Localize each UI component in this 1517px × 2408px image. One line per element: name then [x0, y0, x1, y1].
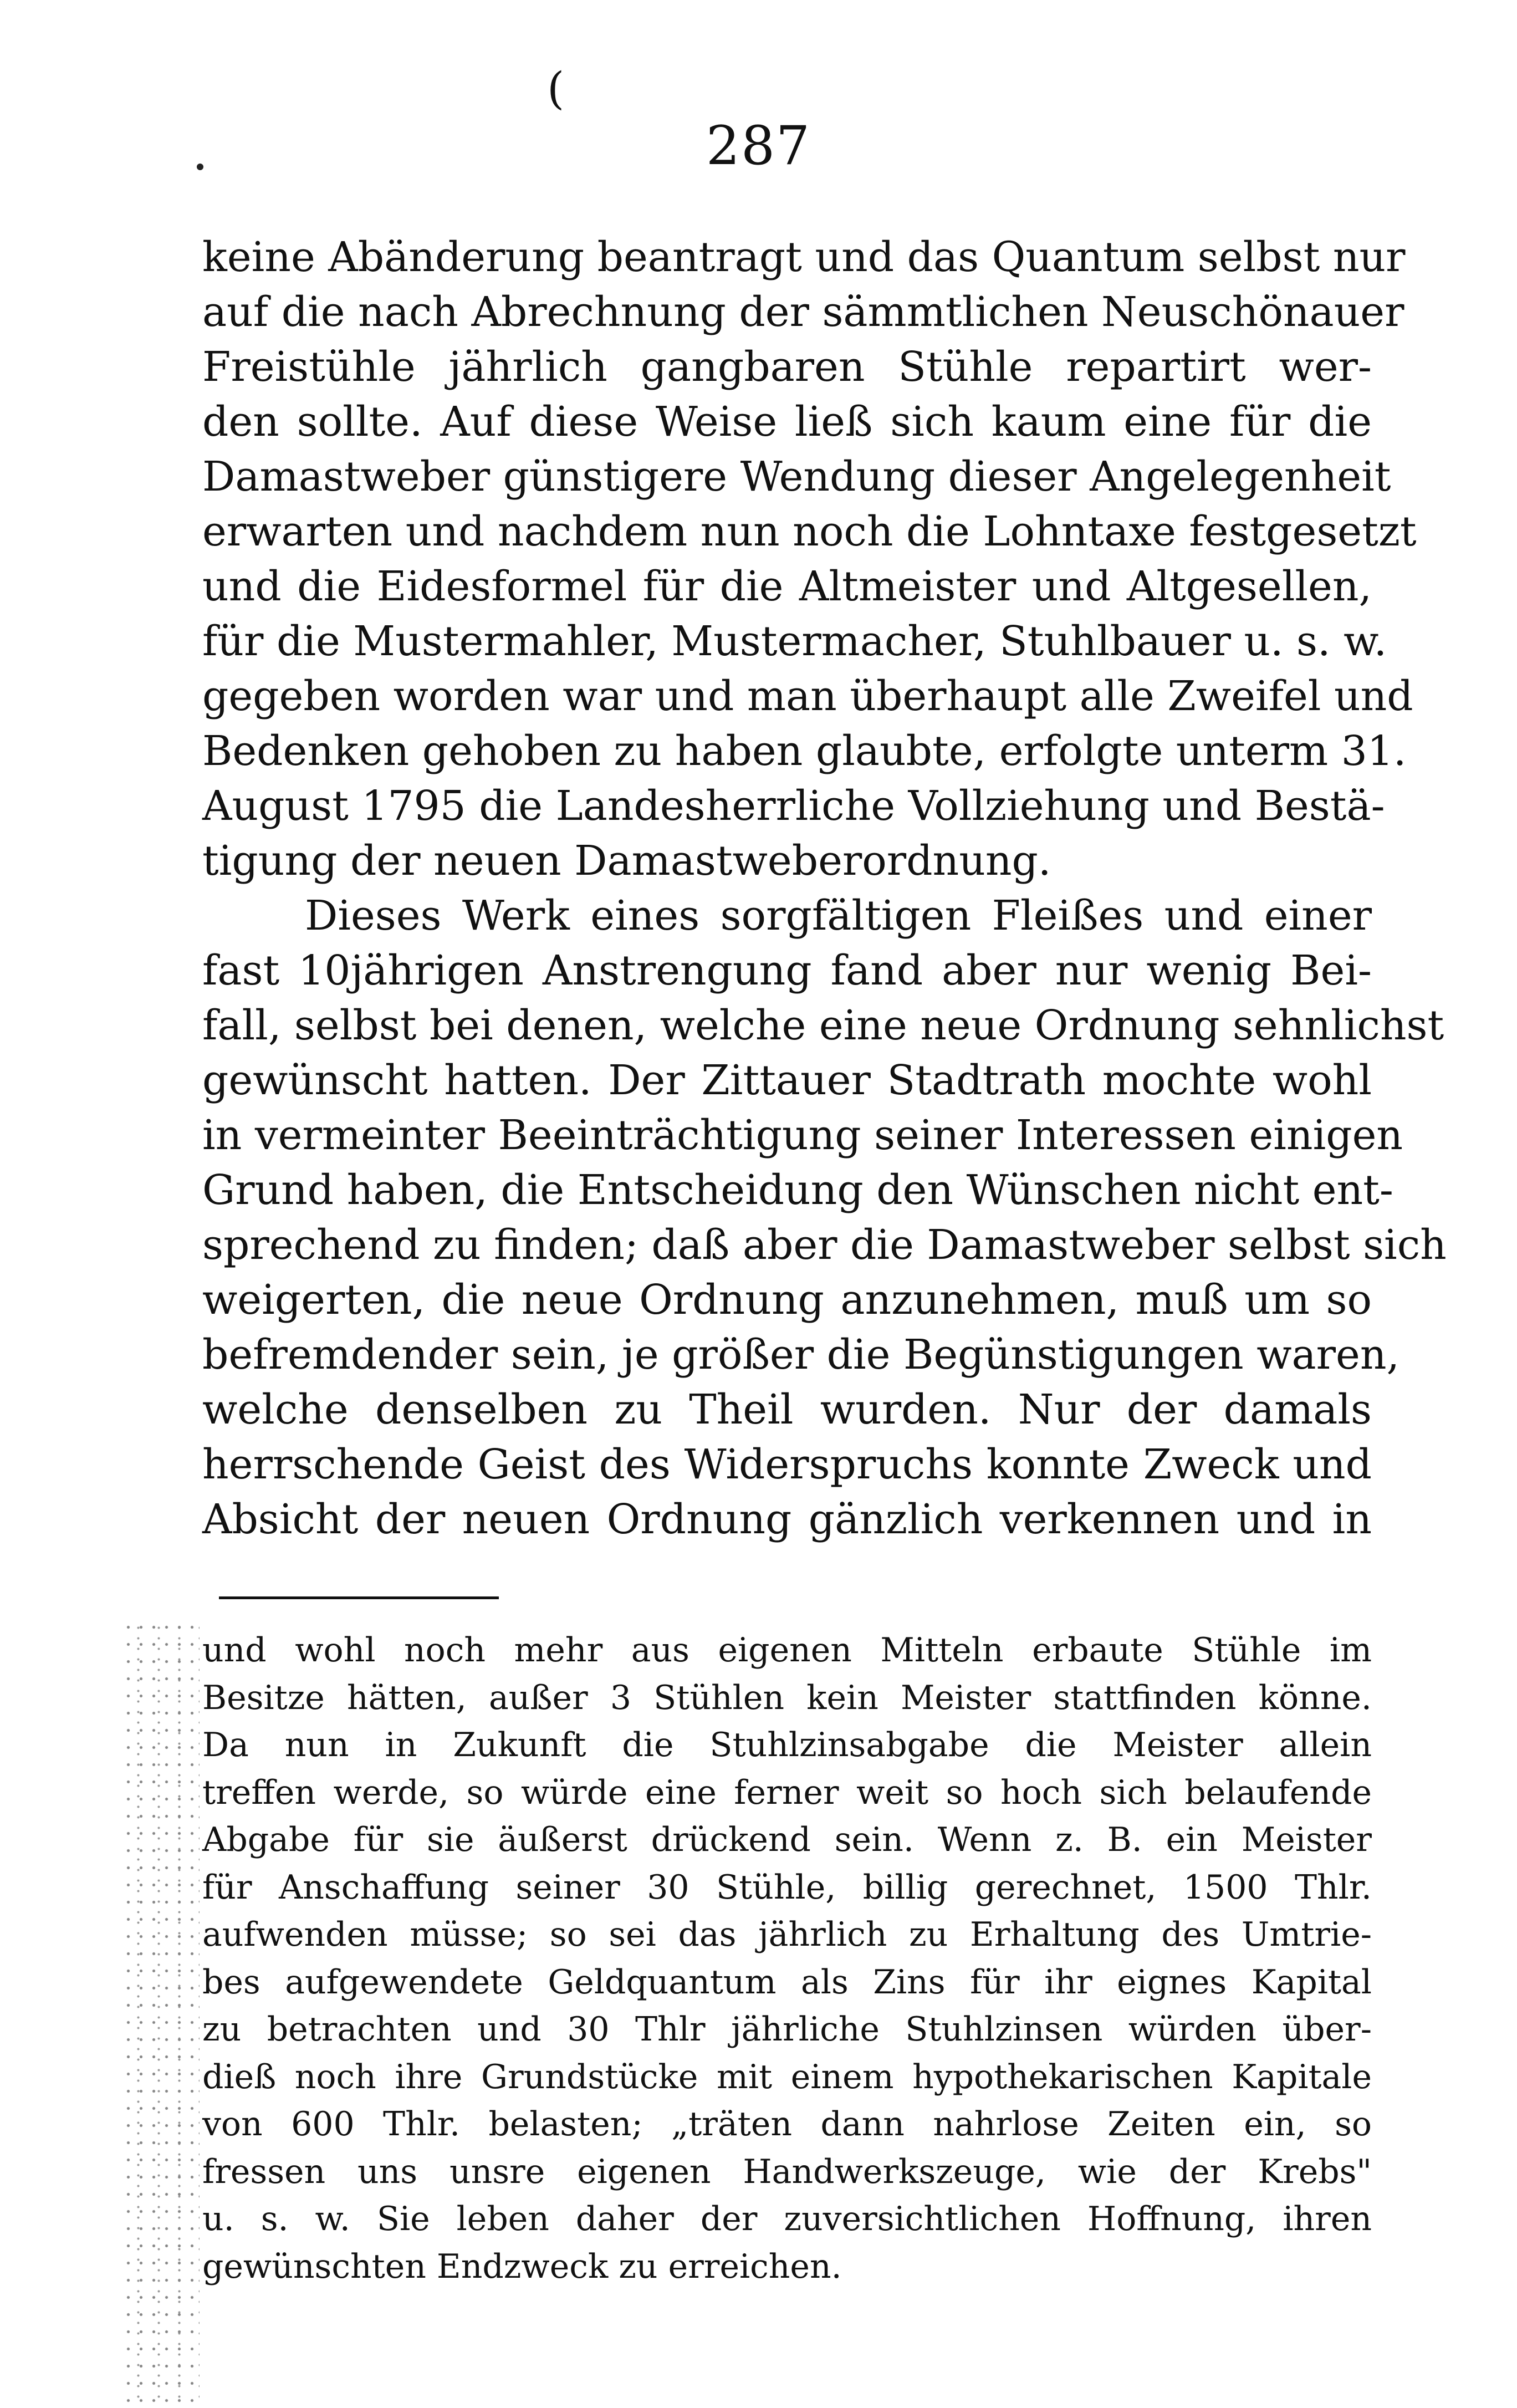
- scan-noise-margin: [122, 1619, 200, 2406]
- body-line: Damastweber günstigere Wendung dieser Angelegenheit: [202, 453, 1391, 501]
- body-line: herrschende Geist des Widerspruchs konnte Zweck und: [202, 1441, 1372, 1488]
- body-line: erwarten und nachdem nun noch die Lohntaxe festgesetzt: [202, 508, 1417, 555]
- footnote-line: u. s. w. Sie leben daher der zuversichtlichen Hoffnung, ihren: [202, 2200, 1372, 2238]
- footnote-line: für Anschaffung seiner 30 Stühle, billig gerechnet, 1500 Thlr.: [202, 1868, 1372, 1907]
- body-line: befremdender sein, je größer die Begünstigungen waren,: [202, 1331, 1400, 1379]
- footnote-line: Abgabe für sie äußerst drückend sein. Wenn z. B. ein Meister: [202, 1820, 1372, 1859]
- body-line: Freistühle jährlich gangbaren Stühle repartirt wer-: [202, 343, 1372, 391]
- body-line: fast 10jährigen Anstrengung fand aber nur wenig Bei-: [202, 947, 1372, 994]
- body-line: Absicht der neuen Ordnung gänzlich verkennen und in: [202, 1496, 1372, 1543]
- body-line: und die Eidesformel für die Altmeister und Altgesellen,: [202, 563, 1372, 610]
- footnote-line: dieß noch ihre Grundstücke mit einem hypothekarischen Kapitale: [202, 2057, 1372, 2096]
- footnote-line: Da nun in Zukunft die Stuhlzinsabgabe die Meister allein: [202, 1726, 1372, 1764]
- body-line: in vermeinter Beeinträchtigung seiner Interessen einigen: [202, 1111, 1403, 1159]
- body-line: weigerten, die neue Ordnung anzunehmen, muß um so: [202, 1276, 1372, 1324]
- top-margin-mark: (: [547, 63, 565, 114]
- body-line: welche denselben zu Theil wurden. Nur der damals: [202, 1386, 1372, 1433]
- body-line: Dieses Werk eines sorgfältigen Fleißes und einer: [305, 892, 1372, 940]
- footnote-line: treffen werde, so würde eine ferner weit so hoch sich belaufende: [202, 1773, 1372, 1812]
- body-line: den sollte. Auf diese Weise ließ sich kaum eine für die: [202, 398, 1372, 446]
- body-text: [202, 230, 1447, 1547]
- body-line: Grund haben, die Entscheidung den Wünschen nicht ent-: [202, 1166, 1393, 1214]
- footnote-line: gewünschten Endzweck zu erreichen.: [202, 2247, 842, 2286]
- footnote-line: zu betrachten und 30 Thlr jährliche Stuhlzinsen würden über-: [202, 2010, 1372, 2049]
- page-number: 287: [706, 115, 811, 177]
- footnote-line: fressen uns unsre eigenen Handwerkszeuge, wie der Krebs": [202, 2152, 1372, 2191]
- body-line: sprechend zu finden; daß aber die Damastweber selbst sich: [202, 1221, 1447, 1269]
- body-line: gegeben worden war und man überhaupt alle Zweifel und: [202, 672, 1413, 720]
- body-line: fall, selbst bei denen, welche eine neue Ordnung sehnlichst: [202, 1002, 1444, 1049]
- footnote-line: und wohl noch mehr aus eigenen Mitteln erbaute Stühle im: [202, 1631, 1372, 1670]
- body-line: gewünscht hatten. Der Zittauer Stadtrath mochte wohl: [202, 1057, 1372, 1104]
- body-line: auf die nach Abrechnung der sämmtlichen Neuschönauer: [202, 288, 1404, 336]
- body-line: tigung der neuen Damastweberordnung.: [202, 837, 1051, 885]
- margin-dot: [197, 164, 203, 170]
- body-line: Bedenken gehoben zu haben glaubte, erfolgte unterm 31.: [202, 727, 1407, 775]
- body-line: August 1795 die Landesherrliche Vollziehung und Bestä-: [202, 782, 1385, 830]
- footnote-line: Besitze hätten, außer 3 Stühlen kein Meister stattfinden könne.: [202, 1678, 1372, 1717]
- footnote-line: aufwenden müsse; so sei das jährlich zu Erhaltung des Umtrie-: [202, 1915, 1372, 1954]
- body-line: für die Mustermahler, Mustermacher, Stuhlbauer u. s. w.: [202, 618, 1387, 665]
- footnote-line: von 600 Thlr. belasten; „träten dann nahrlose Zeiten ein, so: [202, 2105, 1372, 2144]
- footnote-divider: [219, 1596, 499, 1599]
- footnote-text: [202, 1627, 1372, 2290]
- footnote-line: bes aufgewendete Geldquantum als Zins für ihr eignes Kapital: [202, 1962, 1372, 2002]
- body-line: keine Abänderung beantragt und das Quantum selbst nur: [202, 233, 1406, 281]
